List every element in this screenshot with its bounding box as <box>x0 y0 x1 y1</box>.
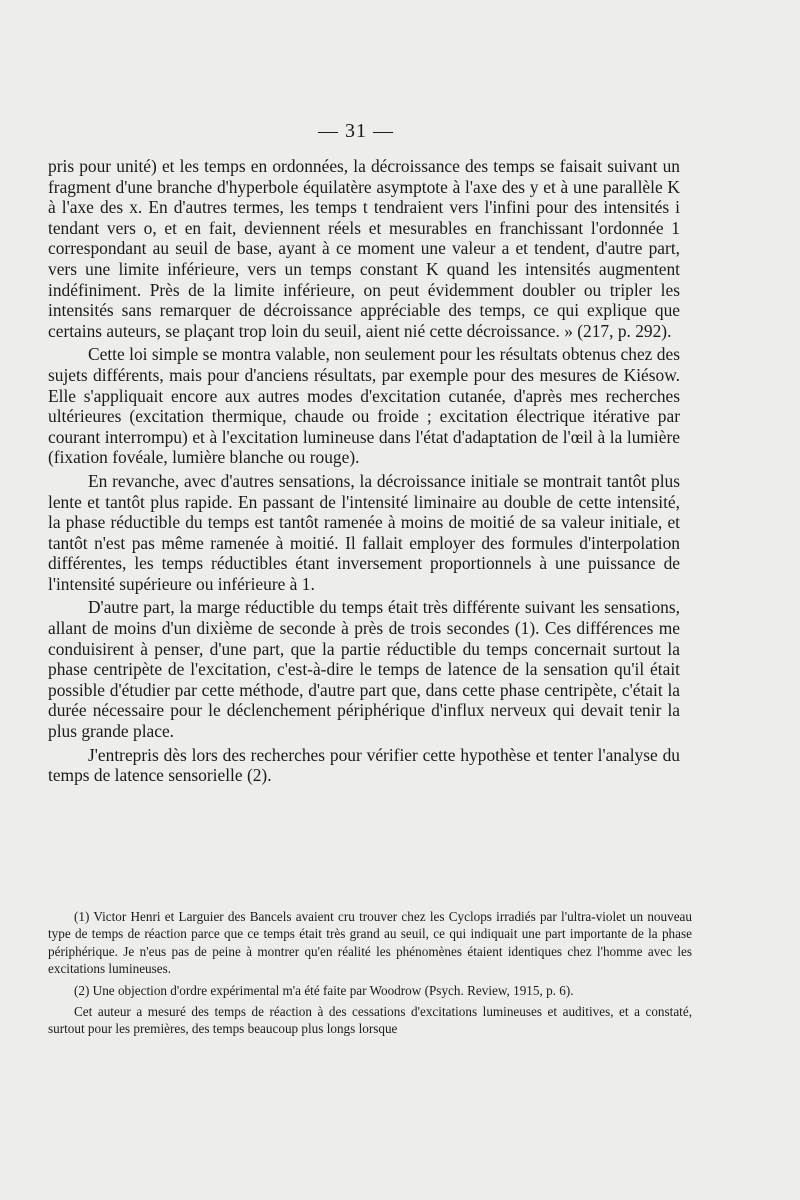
footnote: (1) Victor Henri et Larguier des Bancels avaient cru trouver chez les Cyclops irradiés par l'ultra-violet un nouveau type de temps de réaction parce que ce temps était très grand au seuil, ce qui indiquait une part importante de la phase périphérique. Je n'eus pas de peine à montrer qu'en réalité les phénomènes étaient identiques chez l'homme avec les excitations lumineuses. <box>48 909 692 977</box>
body-paragraph: pris pour unité) et les temps en ordonnées, la décroissance des temps se faisait suivant un fragment d'une branche d'hyperbole équilatère asymptote à l'axe des y et à une parallèle K à l'axe des x. En d'autres termes, les temps t tendraient vers l'infini pour des intensités i tendant vers o, et en fait, deviennent réels et mesurables en franchissant l'ordonnée 1 correspondant au seuil de base, ayant à ce moment une valeur a et tendent, d'autre part, vers une limite inférieure, vers un temps constant K quand les intensités augmentent indéfiniment. Près de la limite inférieure, on peut évidemment doubler ou tripler les intensités sans remarquer de décroissance appréciable des temps, ce qui explique que certains auteurs, se plaçant trop loin du seuil, aient nié cette décroissance. » (217, p. 292). <box>48 156 680 341</box>
main-text <box>48 156 680 786</box>
body-paragraph: J'entrepris dès lors des recherches pour vérifier cette hypothèse et tenter l'analyse du temps de latence sensorielle (2). <box>48 744 680 786</box>
page-number: — 31 — <box>318 120 394 142</box>
footnote: (2) Une objection d'ordre expérimental m'a été faite par Woodrow (Psych. Review, 1915, p. 6). <box>74 982 574 998</box>
body-paragraph: D'autre part, la marge réductible du temps était très différente suivant les sensations, allant de moins d'un dixième de seconde à près de trois secondes (1). Ces différences me conduisirent à penser, d'une part, que la partie réductible du temps concernait surtout la phase centripète de l'excitation, c'est-à-dire le temps de latence de la sensation qu'il était possible d'étudier par cette méthode, d'autre part que, dans cette phase centripète, c'était la durée nécessaire pour le déclenchement périphérique d'influx nerveux qui devait tenir la plus grande place. <box>48 597 680 742</box>
body-paragraph: Cette loi simple se montra valable, non seulement pour les résultats obtenus chez des sujets différents, mais pour d'anciens résultats, par exemple pour des mesures de Kiésow. Elle s'appliquait encore aux autres modes d'excitation cutanée, d'après mes recherches ultérieures (excitation thermique, chaude ou froide ; excitation électrique itérative par courant interrompu) et à l'excitation lumineuse dans l'état d'adaptation de l'œil à la lumière (fixation fovéale, lumière blanche ou rouge). <box>48 344 680 468</box>
footnote: Cet auteur a mesuré des temps de réaction à des cessations d'excitations lumineuses et auditives, et a constaté, surtout pour les premières, des temps beaucoup plus longs lorsque <box>48 1004 692 1037</box>
body-paragraph: En revanche, avec d'autres sensations, la décroissance initiale se montrait tantôt plus lente et tantôt plus rapide. En passant de l'intensité liminaire au double de cette intensité, la phase réductible du temps est tantôt ramenée à moins de moitié de sa valeur initiale, et tantôt n'est pas même ramenée à moitié. Il fallait employer des formules d'interpolation différentes, les temps réductibles étant inversement proportionnels à une puissance de l'intensité supérieure ou inférieure à 1. <box>48 470 680 594</box>
footnotes <box>48 908 692 1042</box>
